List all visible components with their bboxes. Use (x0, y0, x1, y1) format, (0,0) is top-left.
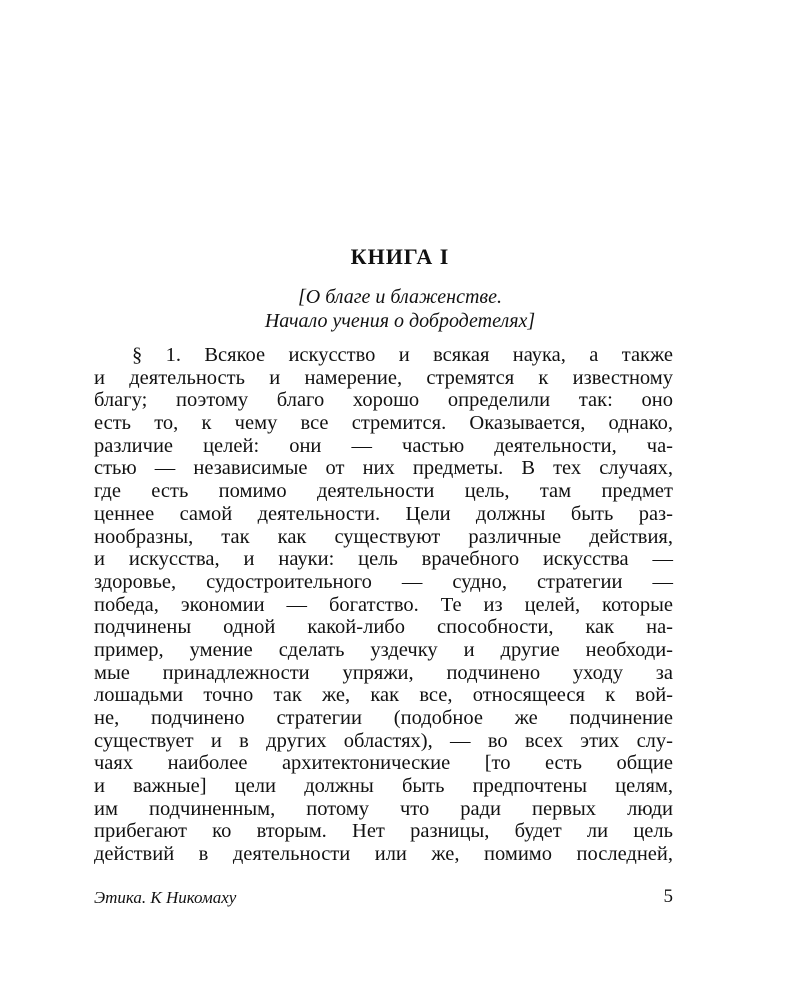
subtitle-line: Начало учения о добродетелях] (264, 310, 536, 332)
body-paragraph (94, 344, 673, 866)
text-line: и деятельность и намерение, стремятся к известному (94, 366, 673, 389)
running-title: Этика. К Никомаху (94, 888, 237, 907)
text-line: стью — независимые от них предметы. В тех случаях, (94, 457, 673, 480)
text-line: мые принадлежности упряжи, подчинено уходу за (94, 661, 673, 684)
text-line: существует и в других областях), — во всех этих слу- (94, 729, 673, 752)
book-title: КНИГА I (350, 244, 450, 269)
text-line: ценнее самой деятельности. Цели должны быть раз- (94, 502, 673, 525)
text-line: не, подчинено стратегии (подобное же подчинение (94, 707, 673, 729)
subtitle-line: [О благе и блаженстве. (298, 286, 502, 308)
text-line: есть то, к чему все стремится. Оказывается, однако, (94, 412, 673, 435)
text-line: прибегают ко вторым. Нет разницы, будет ли цель (94, 820, 673, 843)
text-line: подчинены одной какой-либо способности, как на- (94, 616, 673, 639)
text-line: пример, умение сделать уздечку и другие необходи- (94, 638, 673, 661)
text-line: победа, экономии — богатство. Те из целей, которые (94, 593, 673, 616)
text-line: действий в деятельности или же, помимо последней, (94, 843, 673, 866)
text-line: § 1. Всякое искусство и всякая наука, а также (132, 344, 673, 366)
text-line: им подчиненным, потому что ради первых люди (94, 797, 673, 820)
text-line: где есть помимо деятельности цель, там предмет (94, 480, 673, 503)
text-line: нообразны, так как существуют различные действия, (94, 525, 673, 548)
text-line: и важные] цели должны быть предпочтены целям, (94, 775, 673, 798)
page-number: 5 (663, 886, 673, 907)
text-line: здоровье, судостроительного — судно, стратегии — (94, 570, 673, 593)
chapter-subtitle (0, 285, 800, 333)
text-line: чаях наиболее архитектонические [то есть общие (94, 752, 673, 775)
text-line: лошадьми точно так же, как все, относящееся к вой- (94, 684, 673, 707)
text-line: различие целей: они — частью деятельности, ча- (94, 434, 673, 457)
text-line: благу; поэтому благо хорошо определили так: оно (94, 389, 673, 412)
text-line: и искусства, и науки: цель врачебного искусства — (94, 548, 673, 571)
